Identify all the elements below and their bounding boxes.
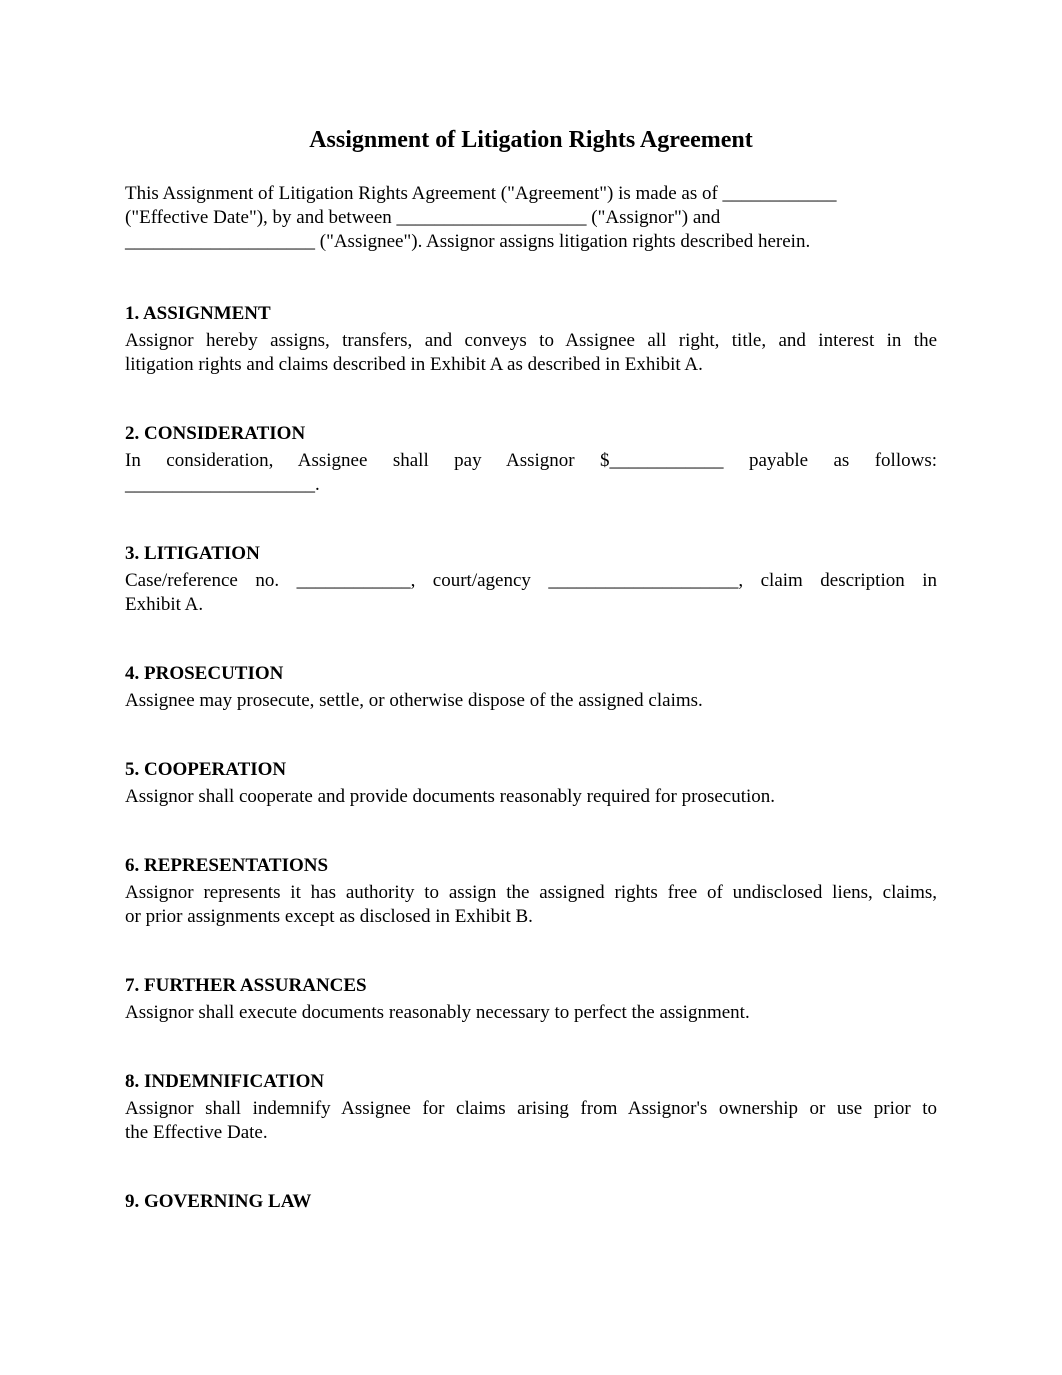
body-line: or prior assignments except as disclosed in Exhibit B. bbox=[125, 906, 533, 927]
section-heading: 2. CONSIDERATION bbox=[125, 423, 306, 444]
section-body bbox=[125, 1001, 937, 1025]
body-line: litigation rights and claims described in Exhibit A as described in Exhibit A. bbox=[125, 354, 703, 375]
section-further-assurances bbox=[125, 974, 937, 1025]
section-indemnification bbox=[125, 1070, 937, 1145]
section-heading: 1. ASSIGNMENT bbox=[125, 303, 271, 324]
section-heading: 6. REPRESENTATIONS bbox=[125, 855, 329, 876]
body-line: Assignee may prosecute, settle, or otherwise dispose of the assigned claims. bbox=[125, 690, 703, 711]
section-heading: 9. GOVERNING LAW bbox=[125, 1191, 312, 1212]
body-line: Assignor hereby assigns, transfers, and conveys to Assignee all right, title, and interest in the bbox=[125, 330, 937, 351]
section-representations bbox=[125, 854, 937, 929]
section-body bbox=[125, 569, 937, 617]
section-body bbox=[125, 689, 937, 713]
section-prosecution bbox=[125, 662, 937, 713]
intro-paragraph bbox=[125, 182, 937, 254]
section-governing-law bbox=[125, 1190, 937, 1214]
body-line: Case/reference no. ____________, court/agency ____________________, claim description in bbox=[125, 570, 937, 591]
body-line: Assignor shall indemnify Assignee for claims arising from Assignor's ownership or use prior to bbox=[125, 1098, 937, 1119]
section-assignment bbox=[125, 302, 937, 377]
body-line: the Effective Date. bbox=[125, 1122, 268, 1143]
intro-line: This Assignment of Litigation Rights Agreement ("Agreement") is made as of ____________ bbox=[125, 183, 837, 204]
section-heading: 7. FURTHER ASSURANCES bbox=[125, 975, 367, 996]
body-line: In consideration, Assignee shall pay Assignor $____________ payable as follows: bbox=[125, 450, 937, 471]
section-litigation bbox=[125, 542, 937, 617]
section-heading: 8. INDEMNIFICATION bbox=[125, 1071, 325, 1092]
section-heading: 5. COOPERATION bbox=[125, 759, 287, 780]
document-title: Assignment of Litigation Rights Agreement bbox=[309, 127, 753, 153]
section-consideration bbox=[125, 422, 937, 497]
section-body bbox=[125, 329, 937, 377]
body-line: Assignor shall cooperate and provide documents reasonably required for prosecution. bbox=[125, 786, 776, 807]
body-line: Assignor shall execute documents reasonably necessary to perfect the assignment. bbox=[125, 1002, 750, 1023]
section-cooperation bbox=[125, 758, 937, 809]
body-line: ____________________. bbox=[125, 474, 320, 495]
section-body bbox=[125, 785, 937, 809]
document-page bbox=[125, 124, 937, 1217]
section-body bbox=[125, 1097, 937, 1145]
section-body bbox=[125, 881, 937, 929]
section-heading: 3. LITIGATION bbox=[125, 543, 260, 564]
section-body bbox=[125, 449, 937, 497]
section-heading: 4. PROSECUTION bbox=[125, 663, 284, 684]
body-line: Exhibit A. bbox=[125, 594, 204, 615]
intro-line: ____________________ ("Assignee"). Assignor assigns litigation rights described herein. bbox=[125, 231, 811, 252]
body-line: Assignor represents it has authority to assign the assigned rights free of undisclosed liens, claims, bbox=[125, 882, 937, 903]
intro-line: ("Effective Date"), by and between ____________________ ("Assignor") and bbox=[125, 207, 721, 228]
